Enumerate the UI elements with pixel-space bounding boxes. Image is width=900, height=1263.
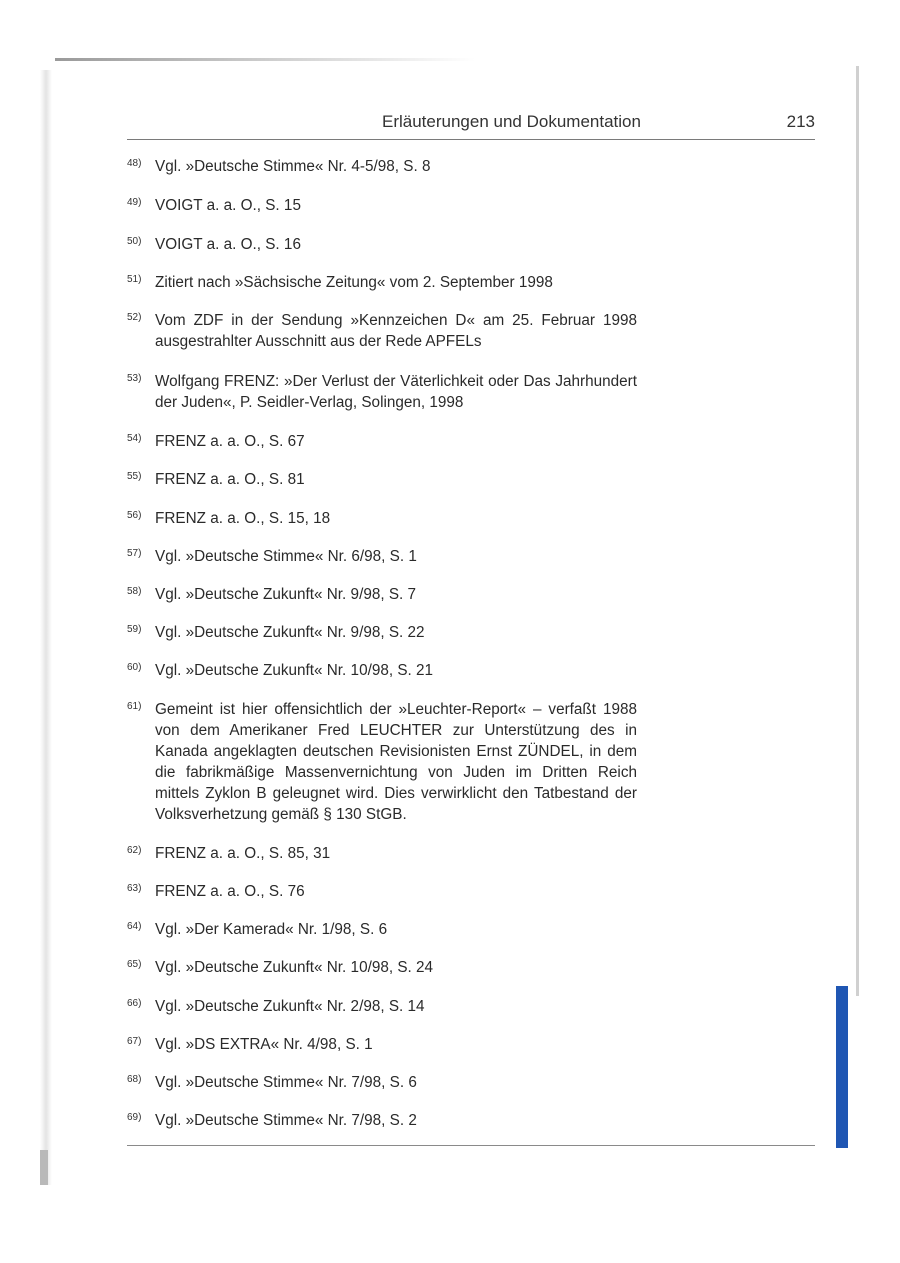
endnote-number: 66): [127, 998, 142, 1009]
endnote-text: Vgl. »DS EXTRA« Nr. 4/98, S. 1: [155, 1036, 373, 1053]
endnote-number: 51): [127, 274, 142, 285]
endnote-number: 59): [127, 624, 142, 635]
endnote: [127, 371, 637, 413]
endnote: [127, 272, 637, 293]
endnote-text: Vgl. »Deutsche Zukunft« Nr. 10/98, S. 24: [155, 959, 434, 976]
endnote-text: FRENZ a. a. O., S. 76: [155, 883, 305, 900]
endnote-number: 65): [127, 959, 142, 970]
scan-left-edge-bottom: [40, 1150, 48, 1185]
endnote-text: Zitiert nach »Sächsische Zeitung« vom 2. September 1998: [155, 274, 553, 291]
endnote: [127, 919, 637, 940]
endnote-number: 61): [127, 701, 142, 712]
endnote-number: 55): [127, 471, 142, 482]
scan-left-edge: [40, 70, 52, 1185]
endnote: [127, 843, 637, 864]
endnote-number: 49): [127, 197, 142, 208]
endnote-text: Vom ZDF in der Sendung »Kennzeichen D« am 25. Februar 1998 ausgestrahlter Ausschnitt aus der Rede APFELs: [155, 312, 637, 350]
endnote: [127, 508, 637, 529]
endnote: [127, 310, 637, 352]
endnote-number: 48): [127, 158, 142, 169]
page-header: [127, 112, 815, 138]
endnote-text: Vgl. »Deutsche Stimme« Nr. 7/98, S. 6: [155, 1074, 417, 1091]
endnote: [127, 1072, 637, 1093]
endnote-text: VOIGT a. a. O., S. 15: [155, 197, 301, 214]
endnote-number: 62): [127, 845, 142, 856]
endnote-number: 50): [127, 236, 142, 247]
running-title: Erläuterungen und Dokumentation: [382, 112, 641, 131]
scan-top-edge: [55, 58, 475, 61]
header-rule: [127, 139, 815, 140]
footer-rule: [127, 1145, 815, 1146]
endnote-text: Vgl. »Deutsche Zukunft« Nr. 2/98, S. 14: [155, 998, 425, 1015]
endnote-text: Vgl. »Deutsche Zukunft« Nr. 9/98, S. 22: [155, 624, 425, 641]
endnote-number: 52): [127, 312, 142, 323]
endnote: [127, 881, 637, 902]
endnote: [127, 195, 637, 216]
endnote-number: 69): [127, 1112, 142, 1123]
endnote: [127, 584, 637, 605]
endnote: [127, 469, 637, 490]
endnote: [127, 546, 637, 567]
endnote-text: VOIGT a. a. O., S. 16: [155, 236, 301, 253]
endnote-text: FRENZ a. a. O., S. 15, 18: [155, 510, 331, 527]
endnote: [127, 1034, 637, 1055]
endnote-number: 67): [127, 1036, 142, 1047]
endnote-number: 56): [127, 510, 142, 521]
endnote-text: Vgl. »Deutsche Stimme« Nr. 4-5/98, S. 8: [155, 158, 431, 175]
endnote-number: 53): [127, 373, 142, 384]
endnote: [127, 996, 637, 1017]
endnote-number: 54): [127, 433, 142, 444]
endnote: [127, 660, 637, 681]
endnote-number: 58): [127, 586, 142, 597]
endnote: [127, 622, 637, 643]
endnote-text: Vgl. »Deutsche Zukunft« Nr. 10/98, S. 21: [155, 662, 434, 679]
blue-tab-marker: [836, 986, 848, 1148]
endnote: [127, 699, 637, 825]
endnote-text: Vgl. »Deutsche Zukunft« Nr. 9/98, S. 7: [155, 586, 417, 603]
endnote-text: Gemeint ist hier offensichtlich der »Leuchter-Report« – verfaßt 1988 von dem Amerikaner Fred LEUCHTER zur Unterstützung des in Kanada angeklagten deutschen Revisionisten Ernst ZÜNDEL, in dem die fabrikmäßige Massenvernichtung von Juden im Dritten Reich mittels Zyklon B geleugnet wird. Dies verwirklicht den Tatbestand der Volksverhetzung gemäß § 130 StGB.: [155, 701, 637, 823]
endnote-number: 64): [127, 921, 142, 932]
endnote-text: Vgl. »Der Kamerad« Nr. 1/98, S. 6: [155, 921, 388, 938]
endnote-text: FRENZ a. a. O., S. 67: [155, 433, 305, 450]
endnote: [127, 431, 637, 452]
endnote-number: 60): [127, 662, 142, 673]
endnote: [127, 1110, 637, 1131]
endnote-number: 68): [127, 1074, 142, 1085]
endnote-text: Wolfgang FRENZ: »Der Verlust der Väterlichkeit oder Das Jahrhundert der Juden«, P. Seidler-Verlag, Solingen, 1998: [155, 373, 637, 411]
scan-right-edge: [856, 66, 859, 996]
endnote-text: Vgl. »Deutsche Stimme« Nr. 6/98, S. 1: [155, 548, 417, 565]
endnote-number: 63): [127, 883, 142, 894]
endnote: [127, 957, 637, 978]
endnote-text: Vgl. »Deutsche Stimme« Nr. 7/98, S. 2: [155, 1112, 417, 1129]
endnote-text: FRENZ a. a. O., S. 81: [155, 471, 305, 488]
endnote-text: FRENZ a. a. O., S. 85, 31: [155, 845, 331, 862]
endnote: [127, 156, 637, 177]
endnote-number: 57): [127, 548, 142, 559]
endnote: [127, 234, 637, 255]
page-number: 213: [786, 112, 815, 131]
